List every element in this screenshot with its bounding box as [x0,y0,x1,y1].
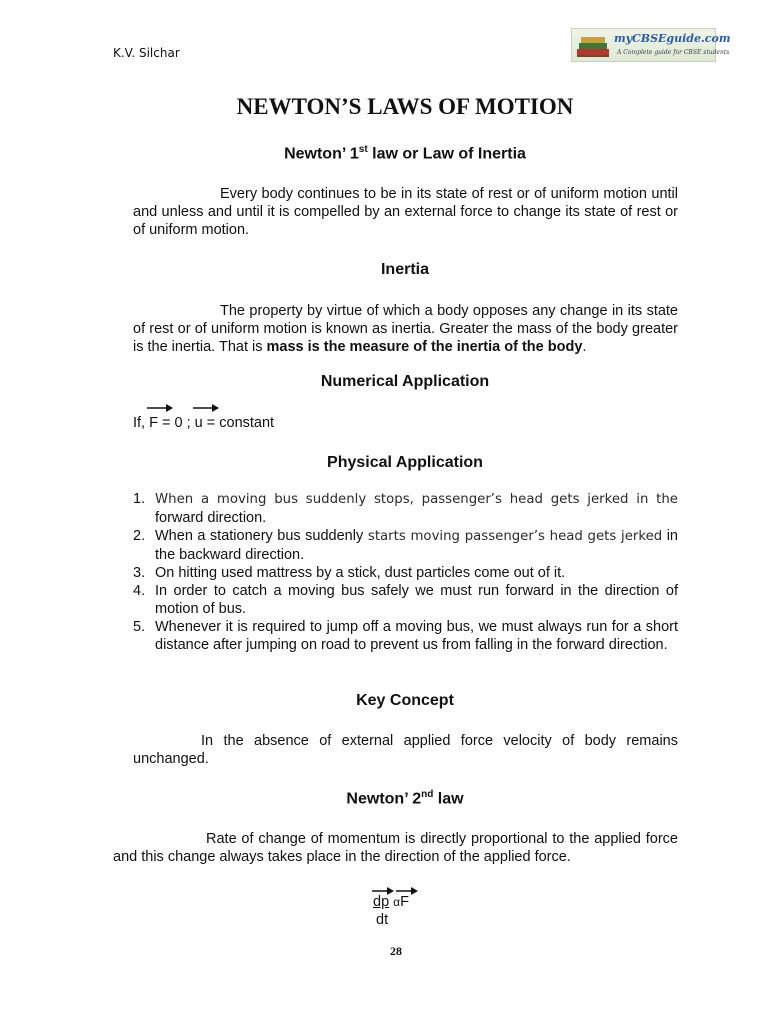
second-law-text: Rate of change of momentum is directly proportional to the applied force and this change always takes place in the direction of the applied force. [113,831,678,865]
list-item-number: 1. [133,491,146,507]
key-concept-text: In the absence of external applied force velocity of body remains unchanged. [133,733,678,767]
vector-arrow-icon [147,404,173,412]
list-item-number: 2. [133,528,146,544]
physical-heading: Physical Application [327,454,483,471]
eq-end: = constant [202,415,275,431]
books-icon [575,33,611,59]
first-law-text: Every body continues to be in its state of rest or of uniform motion until and unless and until it is compelled by an external force to change its state of rest or of uniform motion. [133,186,678,238]
inertia-paragraph [133,302,678,356]
second-law-heading-pre: Newton’ 2 [346,790,422,808]
key-concept-heading: Key Concept [356,692,454,709]
list-item [133,564,678,582]
brand-logo [571,28,731,62]
eq-f: F [149,415,158,431]
inertia-heading: Inertia [380,261,429,278]
inertia-text-end: . [582,339,587,355]
numerical-heading: Numerical Application [320,373,490,390]
list-item-text: In order to catch a moving bus safely we must run forward in the direction of motion of bus. [155,583,678,617]
page-title: NEWTON’S LAWS OF MOTION [236,94,574,119]
list-item-text: On hitting used mattress by a stick, dust particles come out of it. [155,565,566,581]
list-item-text-alt: starts moving passenger’s head gets jerked [363,529,663,544]
logo-tagline: A Complete guide for CBSE students [617,49,730,56]
list-item-text: in the backward direction. [155,528,678,563]
logo-brand-text: myCBSEguide.com [614,32,731,45]
formula-numerator: dp [373,894,390,910]
eq-u: u [194,415,203,431]
list-item [133,527,678,564]
physical-application-list [133,490,678,654]
eq-if: If, [133,415,146,431]
list-item [133,582,678,618]
second-law-paragraph [113,830,678,866]
formula [373,894,409,928]
list-item-text-pre: When a stationery bus suddenly [155,528,364,544]
formula-f: F [400,894,409,910]
list-item-number: 5. [133,619,146,635]
page-number: 28 [390,944,402,958]
formula-denominator: dt [376,912,389,928]
list-item [133,618,678,654]
first-law-heading [0,144,768,163]
vector-arrow-icon [372,887,394,895]
vector-arrow-icon [193,404,219,412]
header-school: K.V. Silchar [113,46,180,60]
second-law-heading-sup: nd [421,789,434,800]
vector-u [195,414,203,432]
inertia-bold-text: mass is the measure of the inertia of the body [266,339,583,355]
list-item-number: 4. [133,583,146,599]
inertia-text: The property by virtue of which a body opposes any change in its state of rest or of uniform motion is known as inertia. Greater the mass of the body greater is the inertia. That is [133,303,678,355]
first-law-paragraph [133,185,678,239]
formula-proportional-symbol: α [393,895,401,909]
second-law-heading-post: law [433,790,464,808]
formula-force [400,894,409,910]
key-concept-paragraph [133,732,678,768]
first-law-heading-post: law or Law of Inertia [367,145,526,163]
numerical-equation [133,414,678,432]
first-law-heading-sup: st [358,144,368,155]
list-item [133,490,678,527]
first-law-heading-pre: Newton’ 1 [284,145,359,163]
eq-mid: = 0 ; [157,415,195,431]
vector-f [149,414,158,432]
list-item-number: 3. [133,565,146,581]
second-law-heading [0,789,768,808]
list-item-text: Whenever it is required to jump off a moving bus, we must always run for a short distance after jumping on road to prevent us from falling in the forward direction. [155,619,678,653]
list-item-text: forward direction. [155,510,267,526]
vector-arrow-icon [396,887,418,895]
list-item-text-alt: When a moving bus suddenly stops, passenger’s head gets jerked in the [155,492,678,507]
